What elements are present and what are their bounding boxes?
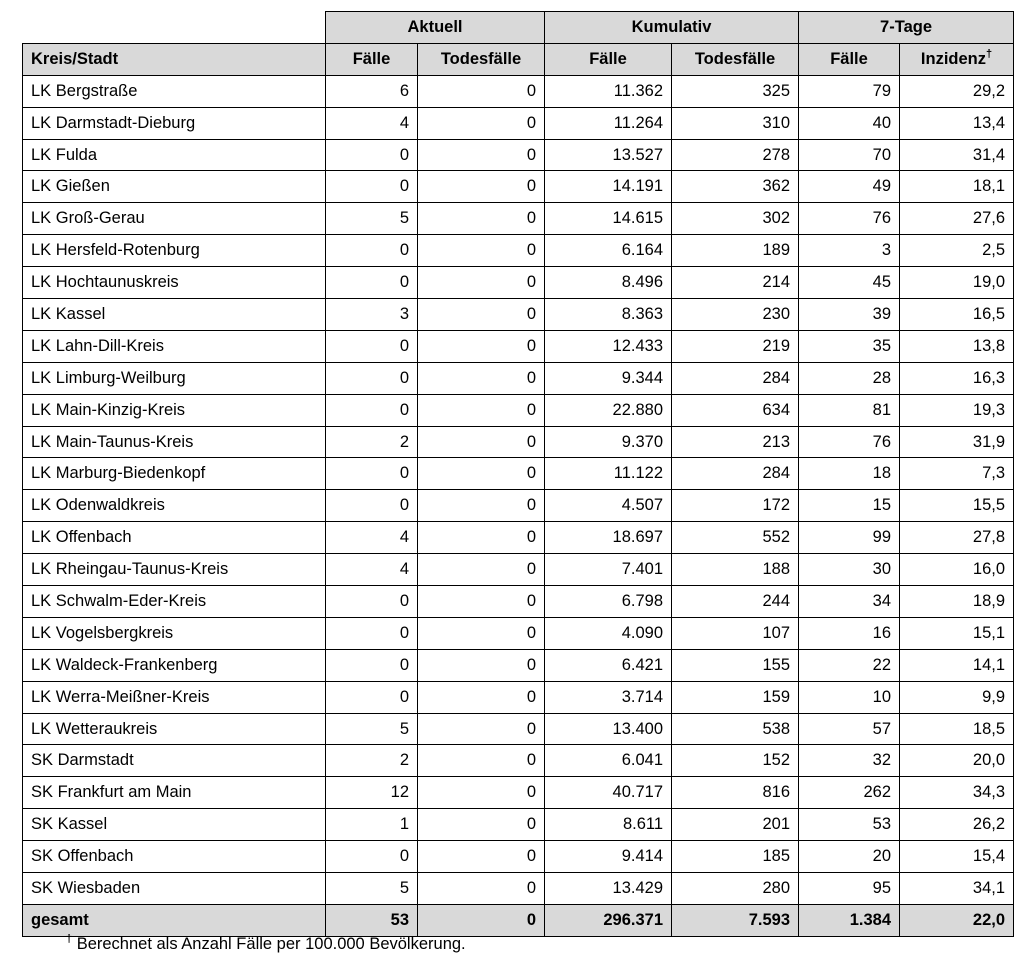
cell-name: LK Limburg-Weilburg bbox=[23, 362, 326, 394]
cell-kumulativ-faelle: 11.362 bbox=[545, 75, 672, 107]
cell-7-tage-faelle: 18 bbox=[799, 458, 900, 490]
cell-name: LK Main-Taunus-Kreis bbox=[23, 426, 326, 458]
cell-inzidenz: 14,1 bbox=[900, 649, 1014, 681]
cell-aktuell-faelle: 0 bbox=[326, 458, 418, 490]
cell-kumulativ-faelle: 13.429 bbox=[545, 873, 672, 905]
cell-name: LK Main-Kinzig-Kreis bbox=[23, 394, 326, 426]
cell-kumulativ-todesfaelle: 213 bbox=[672, 426, 799, 458]
cell-7-tage-faelle: 49 bbox=[799, 171, 900, 203]
cell-kumulativ-faelle: 6.164 bbox=[545, 235, 672, 267]
cell-kumulativ-faelle: 6.421 bbox=[545, 649, 672, 681]
cell-inzidenz: 18,1 bbox=[900, 171, 1014, 203]
cell-aktuell-todesfaelle: 0 bbox=[418, 554, 545, 586]
cell-kumulativ-todesfaelle: 284 bbox=[672, 362, 799, 394]
cell-7-tage-faelle: 35 bbox=[799, 330, 900, 362]
cell-kumulativ-todesfaelle: 538 bbox=[672, 713, 799, 745]
cell-inzidenz: 7,3 bbox=[900, 458, 1014, 490]
table-body bbox=[23, 75, 1014, 936]
cell-name: gesamt bbox=[23, 904, 326, 936]
header-inzidenz-footnote-mark: † bbox=[986, 47, 993, 60]
cell-7-tage-faelle: 262 bbox=[799, 777, 900, 809]
cell-7-tage-faelle: 81 bbox=[799, 394, 900, 426]
cell-inzidenz: 18,5 bbox=[900, 713, 1014, 745]
cell-kumulativ-faelle: 6.041 bbox=[545, 745, 672, 777]
cell-7-tage-faelle: 99 bbox=[799, 522, 900, 554]
cell-7-tage-faelle: 15 bbox=[799, 490, 900, 522]
table-row bbox=[23, 107, 1014, 139]
header-kumulativ-todesfaelle: Todesfälle bbox=[672, 43, 799, 75]
cell-kumulativ-faelle: 8.363 bbox=[545, 299, 672, 331]
cell-kumulativ-faelle: 9.414 bbox=[545, 841, 672, 873]
cell-inzidenz: 27,6 bbox=[900, 203, 1014, 235]
table-row bbox=[23, 777, 1014, 809]
header-aktuell-todesfaelle: Todesfälle bbox=[418, 43, 545, 75]
cell-inzidenz: 15,4 bbox=[900, 841, 1014, 873]
cell-kumulativ-faelle: 8.496 bbox=[545, 267, 672, 299]
cell-inzidenz: 31,9 bbox=[900, 426, 1014, 458]
cell-inzidenz: 2,5 bbox=[900, 235, 1014, 267]
cell-inzidenz: 16,5 bbox=[900, 299, 1014, 331]
table-row bbox=[23, 873, 1014, 905]
footnote-mark: † bbox=[66, 933, 73, 945]
table-row bbox=[23, 681, 1014, 713]
cell-7-tage-faelle: 39 bbox=[799, 299, 900, 331]
cell-aktuell-faelle: 1 bbox=[326, 809, 418, 841]
cell-kumulativ-faelle: 14.615 bbox=[545, 203, 672, 235]
cell-inzidenz: 9,9 bbox=[900, 681, 1014, 713]
cell-aktuell-todesfaelle: 0 bbox=[418, 107, 545, 139]
cell-kumulativ-faelle: 40.717 bbox=[545, 777, 672, 809]
cell-aktuell-todesfaelle: 0 bbox=[418, 586, 545, 618]
cell-inzidenz: 34,3 bbox=[900, 777, 1014, 809]
cell-aktuell-todesfaelle: 0 bbox=[418, 681, 545, 713]
cell-aktuell-todesfaelle: 0 bbox=[418, 809, 545, 841]
cell-inzidenz: 22,0 bbox=[900, 904, 1014, 936]
table-row bbox=[23, 713, 1014, 745]
cell-kumulativ-todesfaelle: 185 bbox=[672, 841, 799, 873]
cell-aktuell-faelle: 4 bbox=[326, 522, 418, 554]
cell-7-tage-faelle: 95 bbox=[799, 873, 900, 905]
table-row bbox=[23, 458, 1014, 490]
cell-kumulativ-faelle: 18.697 bbox=[545, 522, 672, 554]
cell-kumulativ-faelle: 4.507 bbox=[545, 490, 672, 522]
table-row bbox=[23, 554, 1014, 586]
cell-aktuell-todesfaelle: 0 bbox=[418, 362, 545, 394]
cell-7-tage-faelle: 76 bbox=[799, 203, 900, 235]
cell-kumulativ-faelle: 3.714 bbox=[545, 681, 672, 713]
table-row bbox=[23, 490, 1014, 522]
table-row bbox=[23, 171, 1014, 203]
cell-name: SK Offenbach bbox=[23, 841, 326, 873]
cell-name: SK Darmstadt bbox=[23, 745, 326, 777]
header-group-7-tage: 7-Tage bbox=[799, 12, 1014, 44]
cell-name: SK Wiesbaden bbox=[23, 873, 326, 905]
cell-inzidenz: 13,4 bbox=[900, 107, 1014, 139]
cell-name: LK Wetteraukreis bbox=[23, 713, 326, 745]
cell-7-tage-faelle: 34 bbox=[799, 586, 900, 618]
cell-inzidenz: 18,9 bbox=[900, 586, 1014, 618]
cell-name: LK Hochtaunuskreis bbox=[23, 267, 326, 299]
cell-name: LK Darmstadt-Dieburg bbox=[23, 107, 326, 139]
cell-kumulativ-faelle: 7.401 bbox=[545, 554, 672, 586]
cell-kumulativ-todesfaelle: 159 bbox=[672, 681, 799, 713]
cell-kumulativ-faelle: 14.191 bbox=[545, 171, 672, 203]
cell-7-tage-faelle: 3 bbox=[799, 235, 900, 267]
cell-aktuell-faelle: 0 bbox=[326, 490, 418, 522]
cell-aktuell-todesfaelle: 0 bbox=[418, 426, 545, 458]
cell-kumulativ-todesfaelle: 634 bbox=[672, 394, 799, 426]
header-group-aktuell: Aktuell bbox=[326, 12, 545, 44]
table-row bbox=[23, 139, 1014, 171]
cell-aktuell-todesfaelle: 0 bbox=[418, 267, 545, 299]
cell-name: LK Odenwaldkreis bbox=[23, 490, 326, 522]
cell-kumulativ-todesfaelle: 189 bbox=[672, 235, 799, 267]
cell-name: LK Vogelsbergkreis bbox=[23, 617, 326, 649]
cell-kumulativ-todesfaelle: 155 bbox=[672, 649, 799, 681]
cell-kumulativ-todesfaelle: 278 bbox=[672, 139, 799, 171]
cell-kumulativ-todesfaelle: 7.593 bbox=[672, 904, 799, 936]
cell-7-tage-faelle: 76 bbox=[799, 426, 900, 458]
cell-7-tage-faelle: 70 bbox=[799, 139, 900, 171]
cell-kumulativ-faelle: 22.880 bbox=[545, 394, 672, 426]
cell-kumulativ-faelle: 13.400 bbox=[545, 713, 672, 745]
cell-kumulativ-todesfaelle: 214 bbox=[672, 267, 799, 299]
cell-aktuell-faelle: 2 bbox=[326, 426, 418, 458]
cell-kumulativ-todesfaelle: 172 bbox=[672, 490, 799, 522]
cell-aktuell-todesfaelle: 0 bbox=[418, 203, 545, 235]
cell-aktuell-todesfaelle: 0 bbox=[418, 617, 545, 649]
cell-name: LK Fulda bbox=[23, 139, 326, 171]
cell-kumulativ-faelle: 11.122 bbox=[545, 458, 672, 490]
cell-kumulativ-todesfaelle: 219 bbox=[672, 330, 799, 362]
cell-kumulativ-todesfaelle: 244 bbox=[672, 586, 799, 618]
cell-aktuell-faelle: 5 bbox=[326, 873, 418, 905]
cell-aktuell-faelle: 0 bbox=[326, 235, 418, 267]
cell-inzidenz: 29,2 bbox=[900, 75, 1014, 107]
cell-7-tage-faelle: 28 bbox=[799, 362, 900, 394]
cell-kumulativ-todesfaelle: 362 bbox=[672, 171, 799, 203]
cell-kumulativ-faelle: 9.370 bbox=[545, 426, 672, 458]
header-kumulativ-faelle: Fälle bbox=[545, 43, 672, 75]
cell-name: LK Werra-Meißner-Kreis bbox=[23, 681, 326, 713]
table-row bbox=[23, 235, 1014, 267]
cell-aktuell-todesfaelle: 0 bbox=[418, 171, 545, 203]
cell-name: SK Kassel bbox=[23, 809, 326, 841]
cell-kumulativ-todesfaelle: 152 bbox=[672, 745, 799, 777]
cell-name: LK Lahn-Dill-Kreis bbox=[23, 330, 326, 362]
cell-aktuell-faelle: 0 bbox=[326, 681, 418, 713]
cell-aktuell-faelle: 0 bbox=[326, 394, 418, 426]
cell-7-tage-faelle: 10 bbox=[799, 681, 900, 713]
cell-kumulativ-todesfaelle: 107 bbox=[672, 617, 799, 649]
cell-kumulativ-todesfaelle: 325 bbox=[672, 75, 799, 107]
total-row bbox=[23, 904, 1014, 936]
covid-statistics-table bbox=[22, 11, 1014, 937]
table-row bbox=[23, 617, 1014, 649]
cell-inzidenz: 16,0 bbox=[900, 554, 1014, 586]
header-group-row bbox=[23, 12, 1014, 44]
cell-inzidenz: 20,0 bbox=[900, 745, 1014, 777]
cell-name: SK Frankfurt am Main bbox=[23, 777, 326, 809]
cell-7-tage-faelle: 57 bbox=[799, 713, 900, 745]
cell-inzidenz: 19,0 bbox=[900, 267, 1014, 299]
table-row bbox=[23, 522, 1014, 554]
header-aktuell-faelle: Fälle bbox=[326, 43, 418, 75]
footnote-text: Berechnet als Anzahl Fälle per 100.000 Bevölkerung. bbox=[72, 935, 466, 953]
table-row bbox=[23, 649, 1014, 681]
cell-inzidenz: 15,5 bbox=[900, 490, 1014, 522]
cell-aktuell-todesfaelle: 0 bbox=[418, 299, 545, 331]
cell-aktuell-faelle: 6 bbox=[326, 75, 418, 107]
cell-7-tage-faelle: 1.384 bbox=[799, 904, 900, 936]
cell-aktuell-todesfaelle: 0 bbox=[418, 394, 545, 426]
table-row bbox=[23, 267, 1014, 299]
cell-kumulativ-todesfaelle: 230 bbox=[672, 299, 799, 331]
header-kreis-stadt: Kreis/Stadt bbox=[23, 43, 326, 75]
cell-kumulativ-faelle: 12.433 bbox=[545, 330, 672, 362]
cell-aktuell-faelle: 0 bbox=[326, 267, 418, 299]
cell-kumulativ-todesfaelle: 816 bbox=[672, 777, 799, 809]
footnote bbox=[66, 935, 466, 954]
cell-kumulativ-todesfaelle: 284 bbox=[672, 458, 799, 490]
cell-7-tage-faelle: 20 bbox=[799, 841, 900, 873]
cell-aktuell-todesfaelle: 0 bbox=[418, 777, 545, 809]
cell-aktuell-faelle: 0 bbox=[326, 330, 418, 362]
cell-aktuell-todesfaelle: 0 bbox=[418, 904, 545, 936]
cell-aktuell-faelle: 4 bbox=[326, 107, 418, 139]
cell-aktuell-faelle: 12 bbox=[326, 777, 418, 809]
cell-aktuell-todesfaelle: 0 bbox=[418, 745, 545, 777]
cell-kumulativ-faelle: 9.344 bbox=[545, 362, 672, 394]
table-row bbox=[23, 841, 1014, 873]
cell-7-tage-faelle: 32 bbox=[799, 745, 900, 777]
cell-aktuell-faelle: 0 bbox=[326, 841, 418, 873]
cell-aktuell-faelle: 53 bbox=[326, 904, 418, 936]
cell-aktuell-faelle: 0 bbox=[326, 139, 418, 171]
cell-aktuell-faelle: 0 bbox=[326, 171, 418, 203]
cell-aktuell-faelle: 0 bbox=[326, 649, 418, 681]
cell-aktuell-todesfaelle: 0 bbox=[418, 458, 545, 490]
cell-inzidenz: 26,2 bbox=[900, 809, 1014, 841]
cell-kumulativ-todesfaelle: 201 bbox=[672, 809, 799, 841]
cell-aktuell-todesfaelle: 0 bbox=[418, 522, 545, 554]
table-row bbox=[23, 426, 1014, 458]
cell-inzidenz: 34,1 bbox=[900, 873, 1014, 905]
cell-aktuell-todesfaelle: 0 bbox=[418, 841, 545, 873]
cell-name: LK Schwalm-Eder-Kreis bbox=[23, 586, 326, 618]
cell-aktuell-faelle: 5 bbox=[326, 713, 418, 745]
table-row bbox=[23, 394, 1014, 426]
cell-7-tage-faelle: 30 bbox=[799, 554, 900, 586]
cell-aktuell-faelle: 5 bbox=[326, 203, 418, 235]
cell-inzidenz: 31,4 bbox=[900, 139, 1014, 171]
table-header bbox=[23, 12, 1014, 76]
cell-name: LK Bergstraße bbox=[23, 75, 326, 107]
table-row bbox=[23, 362, 1014, 394]
cell-kumulativ-todesfaelle: 310 bbox=[672, 107, 799, 139]
cell-aktuell-faelle: 0 bbox=[326, 586, 418, 618]
cell-7-tage-faelle: 45 bbox=[799, 267, 900, 299]
cell-name: LK Hersfeld-Rotenburg bbox=[23, 235, 326, 267]
cell-aktuell-todesfaelle: 0 bbox=[418, 235, 545, 267]
header-column-row bbox=[23, 43, 1014, 75]
cell-aktuell-todesfaelle: 0 bbox=[418, 75, 545, 107]
cell-name: LK Offenbach bbox=[23, 522, 326, 554]
cell-aktuell-todesfaelle: 0 bbox=[418, 649, 545, 681]
cell-kumulativ-faelle: 13.527 bbox=[545, 139, 672, 171]
cell-aktuell-todesfaelle: 0 bbox=[418, 330, 545, 362]
cell-7-tage-faelle: 40 bbox=[799, 107, 900, 139]
cell-name: LK Groß-Gerau bbox=[23, 203, 326, 235]
cell-name: LK Waldeck-Frankenberg bbox=[23, 649, 326, 681]
covid-statistics-table-container bbox=[22, 11, 1013, 937]
cell-aktuell-todesfaelle: 0 bbox=[418, 713, 545, 745]
cell-name: LK Rheingau-Taunus-Kreis bbox=[23, 554, 326, 586]
cell-name: LK Kassel bbox=[23, 299, 326, 331]
header-blank-cell bbox=[23, 12, 326, 44]
cell-aktuell-todesfaelle: 0 bbox=[418, 873, 545, 905]
cell-kumulativ-faelle: 296.371 bbox=[545, 904, 672, 936]
cell-7-tage-faelle: 79 bbox=[799, 75, 900, 107]
cell-kumulativ-todesfaelle: 302 bbox=[672, 203, 799, 235]
cell-kumulativ-faelle: 11.264 bbox=[545, 107, 672, 139]
cell-7-tage-faelle: 53 bbox=[799, 809, 900, 841]
cell-aktuell-faelle: 0 bbox=[326, 617, 418, 649]
cell-name: LK Marburg-Biedenkopf bbox=[23, 458, 326, 490]
cell-aktuell-todesfaelle: 0 bbox=[418, 139, 545, 171]
cell-aktuell-faelle: 0 bbox=[326, 362, 418, 394]
cell-kumulativ-todesfaelle: 280 bbox=[672, 873, 799, 905]
table-row bbox=[23, 299, 1014, 331]
cell-7-tage-faelle: 22 bbox=[799, 649, 900, 681]
cell-aktuell-faelle: 4 bbox=[326, 554, 418, 586]
cell-inzidenz: 27,8 bbox=[900, 522, 1014, 554]
table-row bbox=[23, 203, 1014, 235]
cell-inzidenz: 19,3 bbox=[900, 394, 1014, 426]
cell-kumulativ-faelle: 8.611 bbox=[545, 809, 672, 841]
table-row bbox=[23, 75, 1014, 107]
table-row bbox=[23, 745, 1014, 777]
cell-aktuell-faelle: 3 bbox=[326, 299, 418, 331]
cell-kumulativ-todesfaelle: 552 bbox=[672, 522, 799, 554]
header-7-tage-faelle: Fälle bbox=[799, 43, 900, 75]
table-row bbox=[23, 809, 1014, 841]
header-group-kumulativ: Kumulativ bbox=[545, 12, 799, 44]
cell-aktuell-faelle: 2 bbox=[326, 745, 418, 777]
cell-7-tage-faelle: 16 bbox=[799, 617, 900, 649]
cell-inzidenz: 16,3 bbox=[900, 362, 1014, 394]
cell-inzidenz: 13,8 bbox=[900, 330, 1014, 362]
cell-kumulativ-faelle: 4.090 bbox=[545, 617, 672, 649]
cell-name: LK Gießen bbox=[23, 171, 326, 203]
cell-aktuell-todesfaelle: 0 bbox=[418, 490, 545, 522]
cell-inzidenz: 15,1 bbox=[900, 617, 1014, 649]
cell-kumulativ-faelle: 6.798 bbox=[545, 586, 672, 618]
cell-kumulativ-todesfaelle: 188 bbox=[672, 554, 799, 586]
table-row bbox=[23, 586, 1014, 618]
table-row bbox=[23, 330, 1014, 362]
header-inzidenz-label: Inzidenz bbox=[920, 49, 987, 68]
header-inzidenz bbox=[900, 43, 1014, 75]
